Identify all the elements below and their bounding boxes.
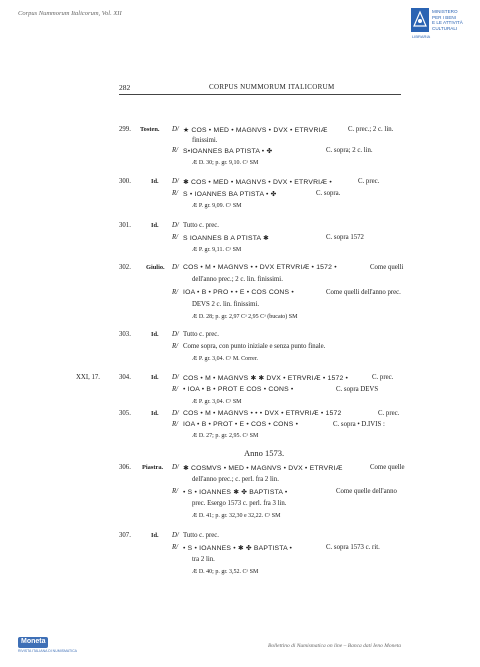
obverse-legend: ★ COS • MED • MAGNVS • DVX • ETRVRIÆ bbox=[183, 127, 328, 134]
entry-number: 304. bbox=[119, 374, 131, 381]
obverse-legend: ✱ COS • MED • MAGNVS • DVX • ETRVRIÆ • bbox=[183, 179, 332, 186]
obverse-symbol: D/ bbox=[172, 374, 179, 381]
obverse-symbol: D/ bbox=[172, 464, 179, 471]
reverse-symbol: R/ bbox=[172, 421, 179, 428]
running-head: CORPUS NUMMORUM ITALICORUM bbox=[209, 83, 335, 91]
entry-metadata: Æ P. gr. 9,11. Cᵃ SM bbox=[192, 247, 242, 253]
entry-number: 302. bbox=[119, 264, 131, 271]
reverse-symbol: R/ bbox=[172, 386, 179, 393]
entry-mint: Piastra. bbox=[142, 464, 164, 471]
reverse-description: C. sopra DEVS bbox=[336, 386, 379, 393]
plate-reference: XXI, 17. bbox=[76, 374, 100, 381]
series-title: Corpus Nummorum Italicorum, Vol. XII bbox=[18, 10, 122, 17]
reverse-description: Come quelli dell'anno prec. bbox=[326, 289, 401, 296]
entry-number: 305. bbox=[119, 410, 131, 417]
entry-metadata: Æ P. gr. 9,09. Cᵃ SM bbox=[192, 203, 242, 209]
reverse-symbol: R/ bbox=[172, 147, 179, 154]
reverse-symbol: R/ bbox=[172, 488, 179, 495]
entry-number: 307. bbox=[119, 532, 131, 539]
ministry-emblem-word: LIBRARIA bbox=[412, 34, 431, 39]
obverse-symbol: D/ bbox=[172, 532, 179, 539]
obverse-text: Tutto c. prec. bbox=[183, 222, 219, 229]
obverse-text: Tutto c. prec. bbox=[183, 331, 219, 338]
obverse-description: Come quelli bbox=[370, 264, 404, 271]
ministry-line: MINISTERO bbox=[432, 9, 458, 14]
obverse-text: Tutto c. prec. bbox=[183, 532, 219, 539]
obverse-description: C. prec. bbox=[372, 374, 394, 381]
obverse-symbol: D/ bbox=[172, 331, 179, 338]
obverse-symbol: D/ bbox=[172, 264, 179, 271]
moneta-logo bbox=[18, 637, 77, 654]
obverse-legend: COS • M • MAGNVS • • • DVX • ETRVRIÆ • 1572 bbox=[183, 410, 342, 417]
entry-mint: Id. bbox=[151, 410, 159, 417]
reverse-legend: IOA • B • PROT • E • COS • CONS • bbox=[183, 421, 299, 428]
entry-mint: Id. bbox=[151, 222, 159, 229]
obverse-legend: ✱ COSMVS • MED • MAGNVS • DVX • ETRVRIÆ bbox=[183, 465, 343, 472]
entry-number: 299. bbox=[119, 126, 131, 133]
reverse-legend: S • IOANNES BA PTISTA • ✤ bbox=[183, 191, 277, 198]
obverse-symbol: D/ bbox=[172, 410, 179, 417]
ministry-line: PER I BENI bbox=[432, 14, 456, 20]
reverse-symbol: R/ bbox=[172, 190, 179, 197]
reverse-symbol: R/ bbox=[172, 289, 179, 296]
reverse-description: C. sopra; 2 c. lin. bbox=[326, 147, 373, 154]
entry-metadata: Æ D. 30; p. gr. 9,10. Cᵃ SM bbox=[192, 160, 259, 166]
reverse-description: C. sopra • D.IVIS : bbox=[333, 421, 385, 428]
entry-number: 306. bbox=[119, 464, 131, 471]
ministry-name bbox=[432, 9, 463, 31]
entry-number: 300. bbox=[119, 178, 131, 185]
reverse-text: Come sopra, con punto iniziale e senza punto finale. bbox=[183, 343, 326, 350]
entry-metadata: Æ P. gr. 3,04. Cᵃ SM bbox=[192, 399, 242, 405]
reverse-description-cont: prec. Esergo 1573 c. perl. fra 3 lin. bbox=[192, 500, 287, 507]
reverse-legend: S IOANNES B A PTISTA ✱ bbox=[183, 235, 269, 242]
obverse-description: Come quelle bbox=[370, 464, 405, 471]
entry-metadata: Æ P. gr. 3,04. Cᵃ M. Correr. bbox=[192, 356, 258, 362]
reverse-description: Come quelle dell'anno bbox=[336, 488, 397, 495]
entry-metadata: Æ D. 28; p. gr. 2,97 Cᵃ 2,95 Cᵃ (bucato) SM bbox=[192, 314, 298, 320]
page-number: 282 bbox=[119, 83, 131, 92]
reverse-symbol: R/ bbox=[172, 544, 179, 551]
obverse-description-cont: dell'anno prec.; 2 c. lin. finissimi. bbox=[192, 276, 283, 283]
reverse-description: C. sopra 1573 c. rit. bbox=[326, 544, 380, 551]
footer-text: Bollettino di Numismatica on line – Banca dati Ieno Moneta bbox=[268, 643, 402, 649]
obverse-symbol: D/ bbox=[172, 178, 179, 185]
entry-mint: Id. bbox=[151, 374, 159, 381]
obverse-description: C. prec. bbox=[358, 178, 380, 185]
reverse-symbol: R/ bbox=[172, 343, 179, 350]
entry-number: 303. bbox=[119, 331, 131, 338]
header-rule bbox=[119, 94, 401, 95]
obverse-description-cont: dell'anno prec.; c. perl. fra 2 lin. bbox=[192, 476, 279, 483]
obverse-description-cont: finissimi. bbox=[192, 137, 218, 144]
entry-mint: Tosten. bbox=[140, 126, 160, 133]
logo-word: Moneta bbox=[21, 638, 46, 645]
entry-metadata: Æ D. 41; p. gr. 32,30 e 32,22. Cᵃ SM bbox=[192, 513, 281, 519]
reverse-description-cont: DEVS 2 c. lin. finissimi. bbox=[192, 301, 260, 308]
reverse-legend: IOA • B • PRO • • E • COS CONS • bbox=[183, 289, 294, 296]
reverse-legend: • S • IOANNES ✱ ✤ BAPTISTA • bbox=[183, 489, 288, 496]
obverse-description: C. prec. bbox=[378, 410, 400, 417]
ministry-line: CULTURALI bbox=[432, 25, 458, 31]
reverse-description-cont: tra 2 lin. bbox=[192, 556, 215, 563]
reverse-description: C. sopra 1572 bbox=[326, 234, 364, 241]
reverse-legend: S•IOANNES BA PTISTA • ✤ bbox=[183, 148, 273, 155]
logo-subtitle: RIVISTA ITALIANA DI NUMISMATICA bbox=[18, 649, 77, 653]
entry-metadata: Æ D. 40; p. gr. 3,52. Cᵃ SM bbox=[192, 569, 259, 575]
entry-number: 301. bbox=[119, 222, 131, 229]
entry-mint: Id. bbox=[151, 532, 159, 539]
reverse-description: C. sopra. bbox=[316, 190, 341, 197]
obverse-symbol: D/ bbox=[172, 222, 179, 229]
obverse-legend: COS • M • MAGNVS • • DVX ETRVRIÆ • 1572 • bbox=[183, 264, 337, 271]
ministry-emblem-icon bbox=[411, 8, 429, 32]
entry-metadata: Æ D. 27; p. gr. 2,95. Cᵃ SM bbox=[192, 433, 259, 439]
entry-mint: Giulio. bbox=[146, 264, 165, 271]
year-heading: Anno 1573. bbox=[244, 448, 285, 458]
entry-mint: Id. bbox=[151, 331, 159, 338]
ministry-logo bbox=[411, 8, 473, 44]
entry-mint: Id. bbox=[151, 178, 159, 185]
reverse-legend: • IOA • B • PROT E COS • CONS • bbox=[183, 386, 294, 393]
obverse-symbol: D/ bbox=[172, 126, 179, 133]
ministry-line: E LE ATTIVITÀ bbox=[432, 20, 463, 26]
obverse-legend: COS • M • MAGNVS ✱ ✱ DVX • ETRVRIÆ • 1572 • bbox=[183, 375, 349, 382]
reverse-symbol: R/ bbox=[172, 234, 179, 241]
obverse-description: C. prec.; 2 c. lin. bbox=[348, 126, 394, 133]
reverse-legend: • S • IOANNES • ✱ ✤ BAPTISTA • bbox=[183, 545, 293, 552]
